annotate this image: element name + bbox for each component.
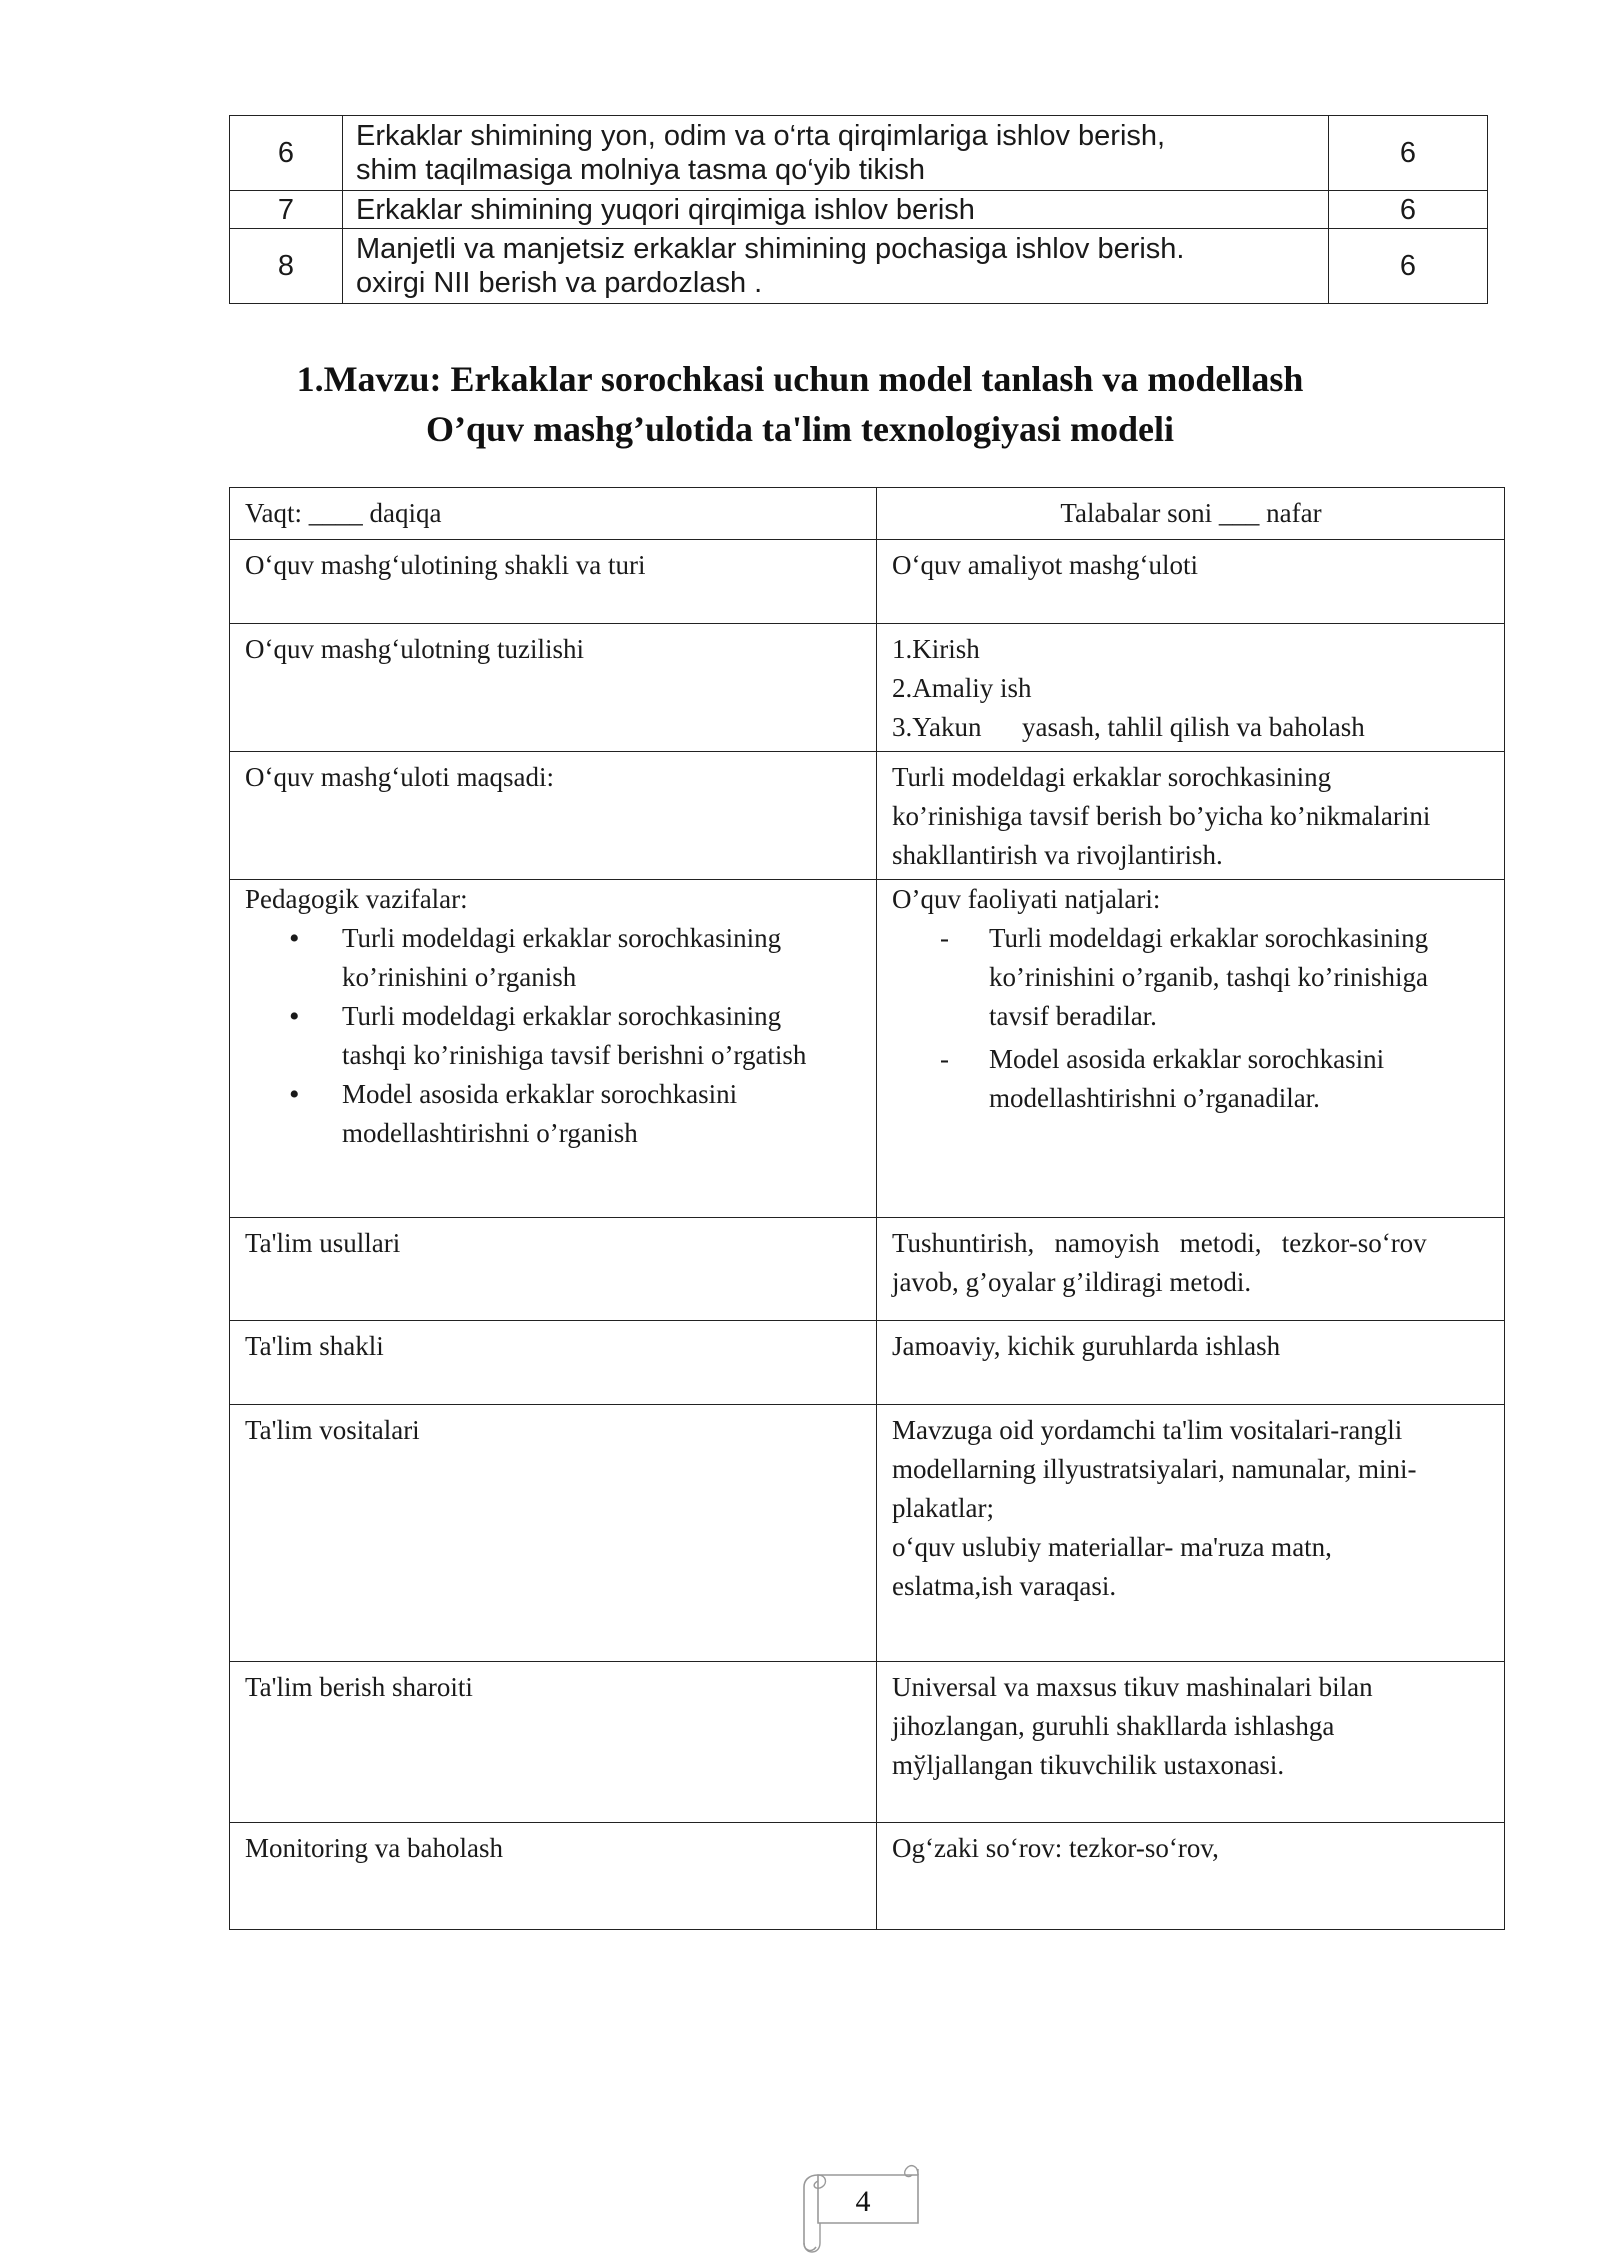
row-topic xyxy=(343,191,1329,229)
tools-label: Ta'lim vositalari xyxy=(230,1405,877,1662)
goal-line: Turli modeldagi erkaklar sorochkasining xyxy=(892,762,1332,792)
page-number-text: 4 xyxy=(855,2185,871,2218)
page-number xyxy=(790,2155,930,2255)
goal-value xyxy=(877,752,1505,880)
row-topic xyxy=(343,116,1329,191)
conditions-line: Universal va maxsus tikuv mashinalari bilan xyxy=(892,1672,1373,1702)
structure-label: O‘quv mashg‘ulotning tuzilishi xyxy=(230,624,877,752)
list-item xyxy=(892,1040,1490,1118)
list-item xyxy=(245,997,862,1075)
students-cell: Talabalar soni ___ nafar xyxy=(877,488,1505,540)
row-topic-line: Erkaklar shimining yuqori qirqimiga ishlov berish xyxy=(356,193,975,226)
goal-line: shakllantirish va rivojlantirish. xyxy=(892,840,1223,870)
technology-model-table xyxy=(229,487,1505,1930)
table-row xyxy=(230,1823,1505,1930)
list-item xyxy=(245,1075,862,1153)
row-number: 7 xyxy=(230,191,343,229)
tasks-list xyxy=(245,919,862,1153)
result-line: modellashtirishni o’rganadilar. xyxy=(989,1083,1320,1113)
row-topic-line: shim taqilmasiga molniya tasma qo‘yib tikish xyxy=(356,154,925,186)
list-item xyxy=(245,919,862,997)
row-hours: 6 xyxy=(1329,116,1488,191)
schedule-table xyxy=(229,115,1488,304)
task-line: tashqi ko’rinishiga tavsif berishni o’rgatish xyxy=(342,1040,807,1070)
table-row xyxy=(230,1321,1505,1405)
methods-line: javob, g’oyalar g’ildiragi metodi. xyxy=(892,1267,1252,1297)
methods-line: Tushuntirish, namoyish metodi, tezkor-so‘rov xyxy=(892,1228,1427,1258)
monitoring-label: Monitoring va baholash xyxy=(230,1823,877,1930)
row-hours: 6 xyxy=(1329,229,1488,304)
results-list xyxy=(892,919,1490,1118)
teaching-form-value: Jamoaviy, kichik guruhlarda ishlash xyxy=(877,1321,1505,1405)
table-row xyxy=(230,540,1505,624)
row-hours: 6 xyxy=(1329,191,1488,229)
monitoring-value: Og‘zaki so‘rov: tezkor-so‘rov, xyxy=(877,1823,1505,1930)
row-number: 6 xyxy=(230,116,343,191)
task-line: modellashtirishni o’rganish xyxy=(342,1118,638,1148)
result-line: ko’rinishini o’rganib, tashqi ko’rinishiga xyxy=(989,962,1428,992)
row-topic xyxy=(343,229,1329,304)
row-number: 8 xyxy=(230,229,343,304)
task-line: • Turli modeldagi erkaklar sorochkasining xyxy=(342,923,782,953)
tools-line: Mavzuga oid yordamchi ta'lim vositalari-rangli xyxy=(892,1415,1403,1445)
table-row xyxy=(230,624,1505,752)
tasks-label: Pedagogik vazifalar: xyxy=(245,884,468,914)
result-line: - Turli modeldagi erkaklar sorochkasining xyxy=(989,923,1429,953)
task-line: • Turli modeldagi erkaklar sorochkasining xyxy=(342,1001,782,1031)
table-row xyxy=(230,229,1488,304)
conditions-value xyxy=(877,1662,1505,1823)
table-row xyxy=(230,116,1488,191)
table-row xyxy=(230,1662,1505,1823)
table-row xyxy=(230,1218,1505,1321)
form-value: O‘quv amaliyot mashg‘uloti xyxy=(877,540,1505,624)
row-topic-line: Erkaklar shimining yon, odim va o‘rta qirqimlariga ishlov berish, xyxy=(356,120,1166,152)
structure-item: 2.Amaliy ish xyxy=(892,673,1032,703)
tasks-cell xyxy=(230,880,877,1218)
model-subheading: O’quv mashg’ulotida ta'lim texnologiyasi modeli xyxy=(425,409,1175,449)
methods-value xyxy=(877,1218,1505,1321)
row-topic-line: Manjetli va manjetsiz erkaklar shimining pochasiga ishlov berish. xyxy=(356,233,1185,265)
results-cell xyxy=(877,880,1505,1218)
table-row xyxy=(230,752,1505,880)
time-cell: Vaqt: ____ daqiqa xyxy=(230,488,877,540)
results-label: O’quv faoliyati natjalari: xyxy=(892,884,1161,914)
methods-label: Ta'lim usullari xyxy=(230,1218,877,1321)
structure-item: 3.Yakun yasash, tahlil qilish va baholash xyxy=(892,712,1365,742)
result-line: tavsif beradilar. xyxy=(989,1001,1157,1031)
tools-value xyxy=(877,1405,1505,1662)
structure-value xyxy=(877,624,1505,752)
form-label: O‘quv mashg‘ulotining shakli va turi xyxy=(230,540,877,624)
goal-line: ko’rinishiga tavsif berish bo’yicha ko’nikmalarini xyxy=(892,801,1431,831)
task-line: ko’rinishini o’rganish xyxy=(342,962,577,992)
conditions-line: mўljallangan tikuvchilik ustaxonasi. xyxy=(892,1750,1285,1780)
row-topic-line: oxirgi NII berish va pardozlash . xyxy=(356,267,763,299)
teaching-form-label: Ta'lim shakli xyxy=(230,1321,877,1405)
table-row xyxy=(230,191,1488,229)
tools-line: modellarning illyustratsiyalari, namunalar, mini- xyxy=(892,1454,1417,1484)
goal-label: O‘quv mashg‘uloti maqsadi: xyxy=(230,752,877,880)
conditions-label: Ta'lim berish sharoiti xyxy=(230,1662,877,1823)
task-line: • Model asosida erkaklar sorochkasini xyxy=(342,1079,738,1109)
table-row xyxy=(230,1405,1505,1662)
tools-line: plakatlar; xyxy=(892,1493,994,1523)
tools-line: o‘quv uslubiy materiallar- ma'ruza matn, xyxy=(892,1532,1332,1562)
table-row xyxy=(230,880,1505,1218)
structure-item: 1.Kirish xyxy=(892,634,980,664)
topic-heading: 1.Mavzu: Erkaklar sorochkasi uchun model tanlash va modellash xyxy=(296,359,1304,399)
tools-line: eslatma,ish varaqasi. xyxy=(892,1571,1117,1601)
conditions-line: jihozlangan, guruhli shakllarda ishlashga xyxy=(892,1711,1335,1741)
table-row xyxy=(230,488,1505,540)
list-item xyxy=(892,919,1490,1036)
result-line: - Model asosida erkaklar sorochkasini xyxy=(989,1044,1385,1074)
